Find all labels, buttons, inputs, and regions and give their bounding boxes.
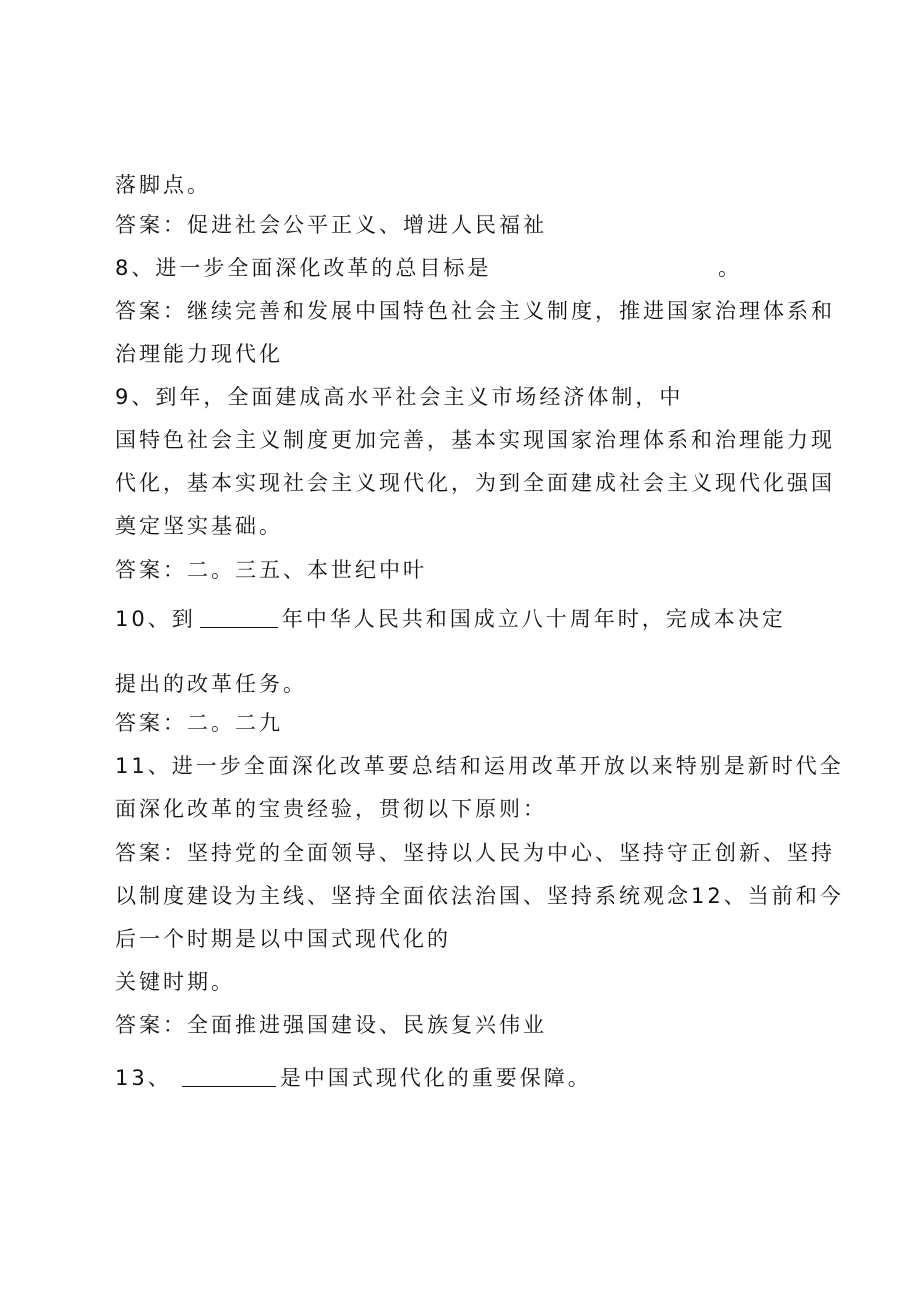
text-line: 落脚点。 bbox=[115, 173, 211, 197]
question-line-cont: 国特色社会主义制度更加完善，基本实现国家治理体系和治理能力现 bbox=[115, 428, 835, 452]
question-line-cont: 面深化改革的宝贵经验，贯彻以下原则： bbox=[115, 797, 547, 821]
answer-line: 答案：坚持党的全面领导、坚持以人民为中心、坚持守正创新、坚持 bbox=[115, 841, 835, 865]
question-line-cont: 提出的改革任务。 bbox=[115, 672, 307, 696]
answer-line: 答案：促进社会公平正义、增进人民福祉 bbox=[115, 213, 547, 237]
question-line-cont: 后一个时期是以中国式现代化的 bbox=[115, 927, 451, 951]
question-line: 11、进一步全面深化改革要总结和运用改革开放以来特别是新时代全 bbox=[115, 754, 844, 778]
question-8-end: 。 bbox=[718, 256, 742, 280]
question-8-text: 8、进一步全面深化改革的总目标是 bbox=[115, 256, 492, 280]
answer-line: 答案：二。三五、本世纪中叶 bbox=[115, 558, 427, 582]
answer-line: 答案：继续完善和发展中国特色社会主义制度，推进国家治理体系和 bbox=[115, 299, 835, 323]
answer-line-cont: 以制度建设为主线、坚持全面依法治国、坚持系统观念12、当前和今 bbox=[115, 884, 844, 908]
question-13-rest: 是中国式现代化的重要保障。 bbox=[279, 1066, 592, 1090]
answer-line: 答案：全面推进强国建设、民族复兴伟业 bbox=[115, 1013, 547, 1037]
question-line: 9、到年，全面建成高水平社会主义市场经济体制，中 bbox=[115, 385, 684, 409]
question-line-cont: 奠定坚实基础。 bbox=[115, 514, 283, 538]
fill-in-blank bbox=[182, 1066, 276, 1087]
fill-in-blank bbox=[200, 607, 278, 628]
question-10-rest: 年中华人民共和国成立八十周年时，完成本决定 bbox=[281, 607, 786, 631]
question-10-start: 10、到 bbox=[115, 607, 196, 631]
question-line-cont: 代化，基本实现社会主义现代化，为到全面建成社会主义现代化强国 bbox=[115, 471, 835, 495]
question-13-start: 13、 bbox=[115, 1066, 172, 1090]
question-line-cont: 关键时期。 bbox=[115, 970, 235, 994]
question-line bbox=[115, 253, 491, 283]
answer-line: 答案：二。二九 bbox=[115, 711, 283, 735]
answer-line-cont: 治理能力现代化 bbox=[115, 342, 283, 366]
question-line bbox=[115, 604, 786, 634]
question-line bbox=[115, 1063, 592, 1093]
